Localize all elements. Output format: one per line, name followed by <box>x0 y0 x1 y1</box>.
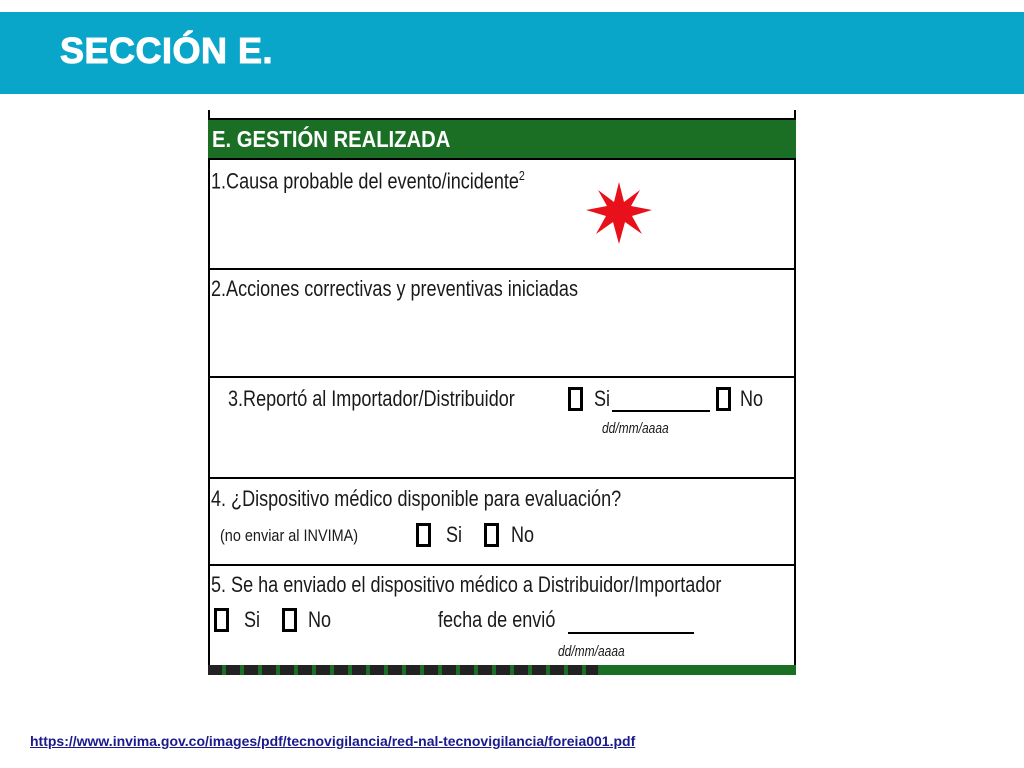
q1-label: 1.Causa probable del evento/incidente$^2$ <box>211 168 525 194</box>
q3-yes-checkbox[interactable] <box>568 387 583 411</box>
q5-no-checkbox[interactable] <box>282 608 297 632</box>
q4-yes-label: Si <box>446 522 463 547</box>
star-icon <box>586 182 652 244</box>
q5-label: 5. Se ha enviado el dispositivo médico a Distribuidor/Importador <box>211 572 722 597</box>
q5-yes-checkbox[interactable] <box>214 608 229 632</box>
q5-date-label: fecha de envió <box>438 607 556 632</box>
q3-date-line <box>612 410 710 412</box>
row-divider <box>208 564 796 566</box>
q1-footnote: 2 <box>518 168 525 183</box>
q4-no-checkbox[interactable] <box>484 523 499 547</box>
q3-yes-label: Si <box>594 386 611 411</box>
form-border-left <box>208 110 210 675</box>
q4-no-label: No <box>511 522 535 547</box>
q4-label: 4. ¿Dispositivo médico disponible para evaluación? <box>211 486 622 511</box>
form-section-e <box>208 110 796 675</box>
q3-no-label: No <box>740 386 764 411</box>
form-border-right <box>794 110 796 675</box>
row-divider <box>208 268 796 270</box>
q4-yes-checkbox[interactable] <box>416 523 431 547</box>
form-header <box>208 118 796 160</box>
q2-label: 2.Acciones correctivas y preventivas iniciadas <box>211 276 578 301</box>
q5-date-line <box>568 632 694 634</box>
row-divider <box>208 477 796 479</box>
q3-label: 3.Reportó al Importador/Distribuidor <box>228 386 515 411</box>
form-header-text: E. GESTIÓN REALIZADA <box>212 126 451 152</box>
slide-title: SECCIÓN E. <box>60 30 274 71</box>
q3-date-hint: dd/mm/aaaa <box>602 420 669 437</box>
next-section-cut-text <box>208 665 598 675</box>
q5-no-label: No <box>308 607 332 632</box>
q4-note: (no enviar al INVIMA) <box>220 526 359 545</box>
source-link[interactable]: https://www.invima.gov.co/images/pdf/tecnovigilancia/red-nal-tecnovigilancia/foreia001.pdf <box>30 733 636 749</box>
q3-no-checkbox[interactable] <box>716 387 731 411</box>
q5-yes-label: Si <box>244 607 261 632</box>
row-divider <box>208 376 796 378</box>
q5-date-hint: dd/mm/aaaa <box>558 643 625 660</box>
